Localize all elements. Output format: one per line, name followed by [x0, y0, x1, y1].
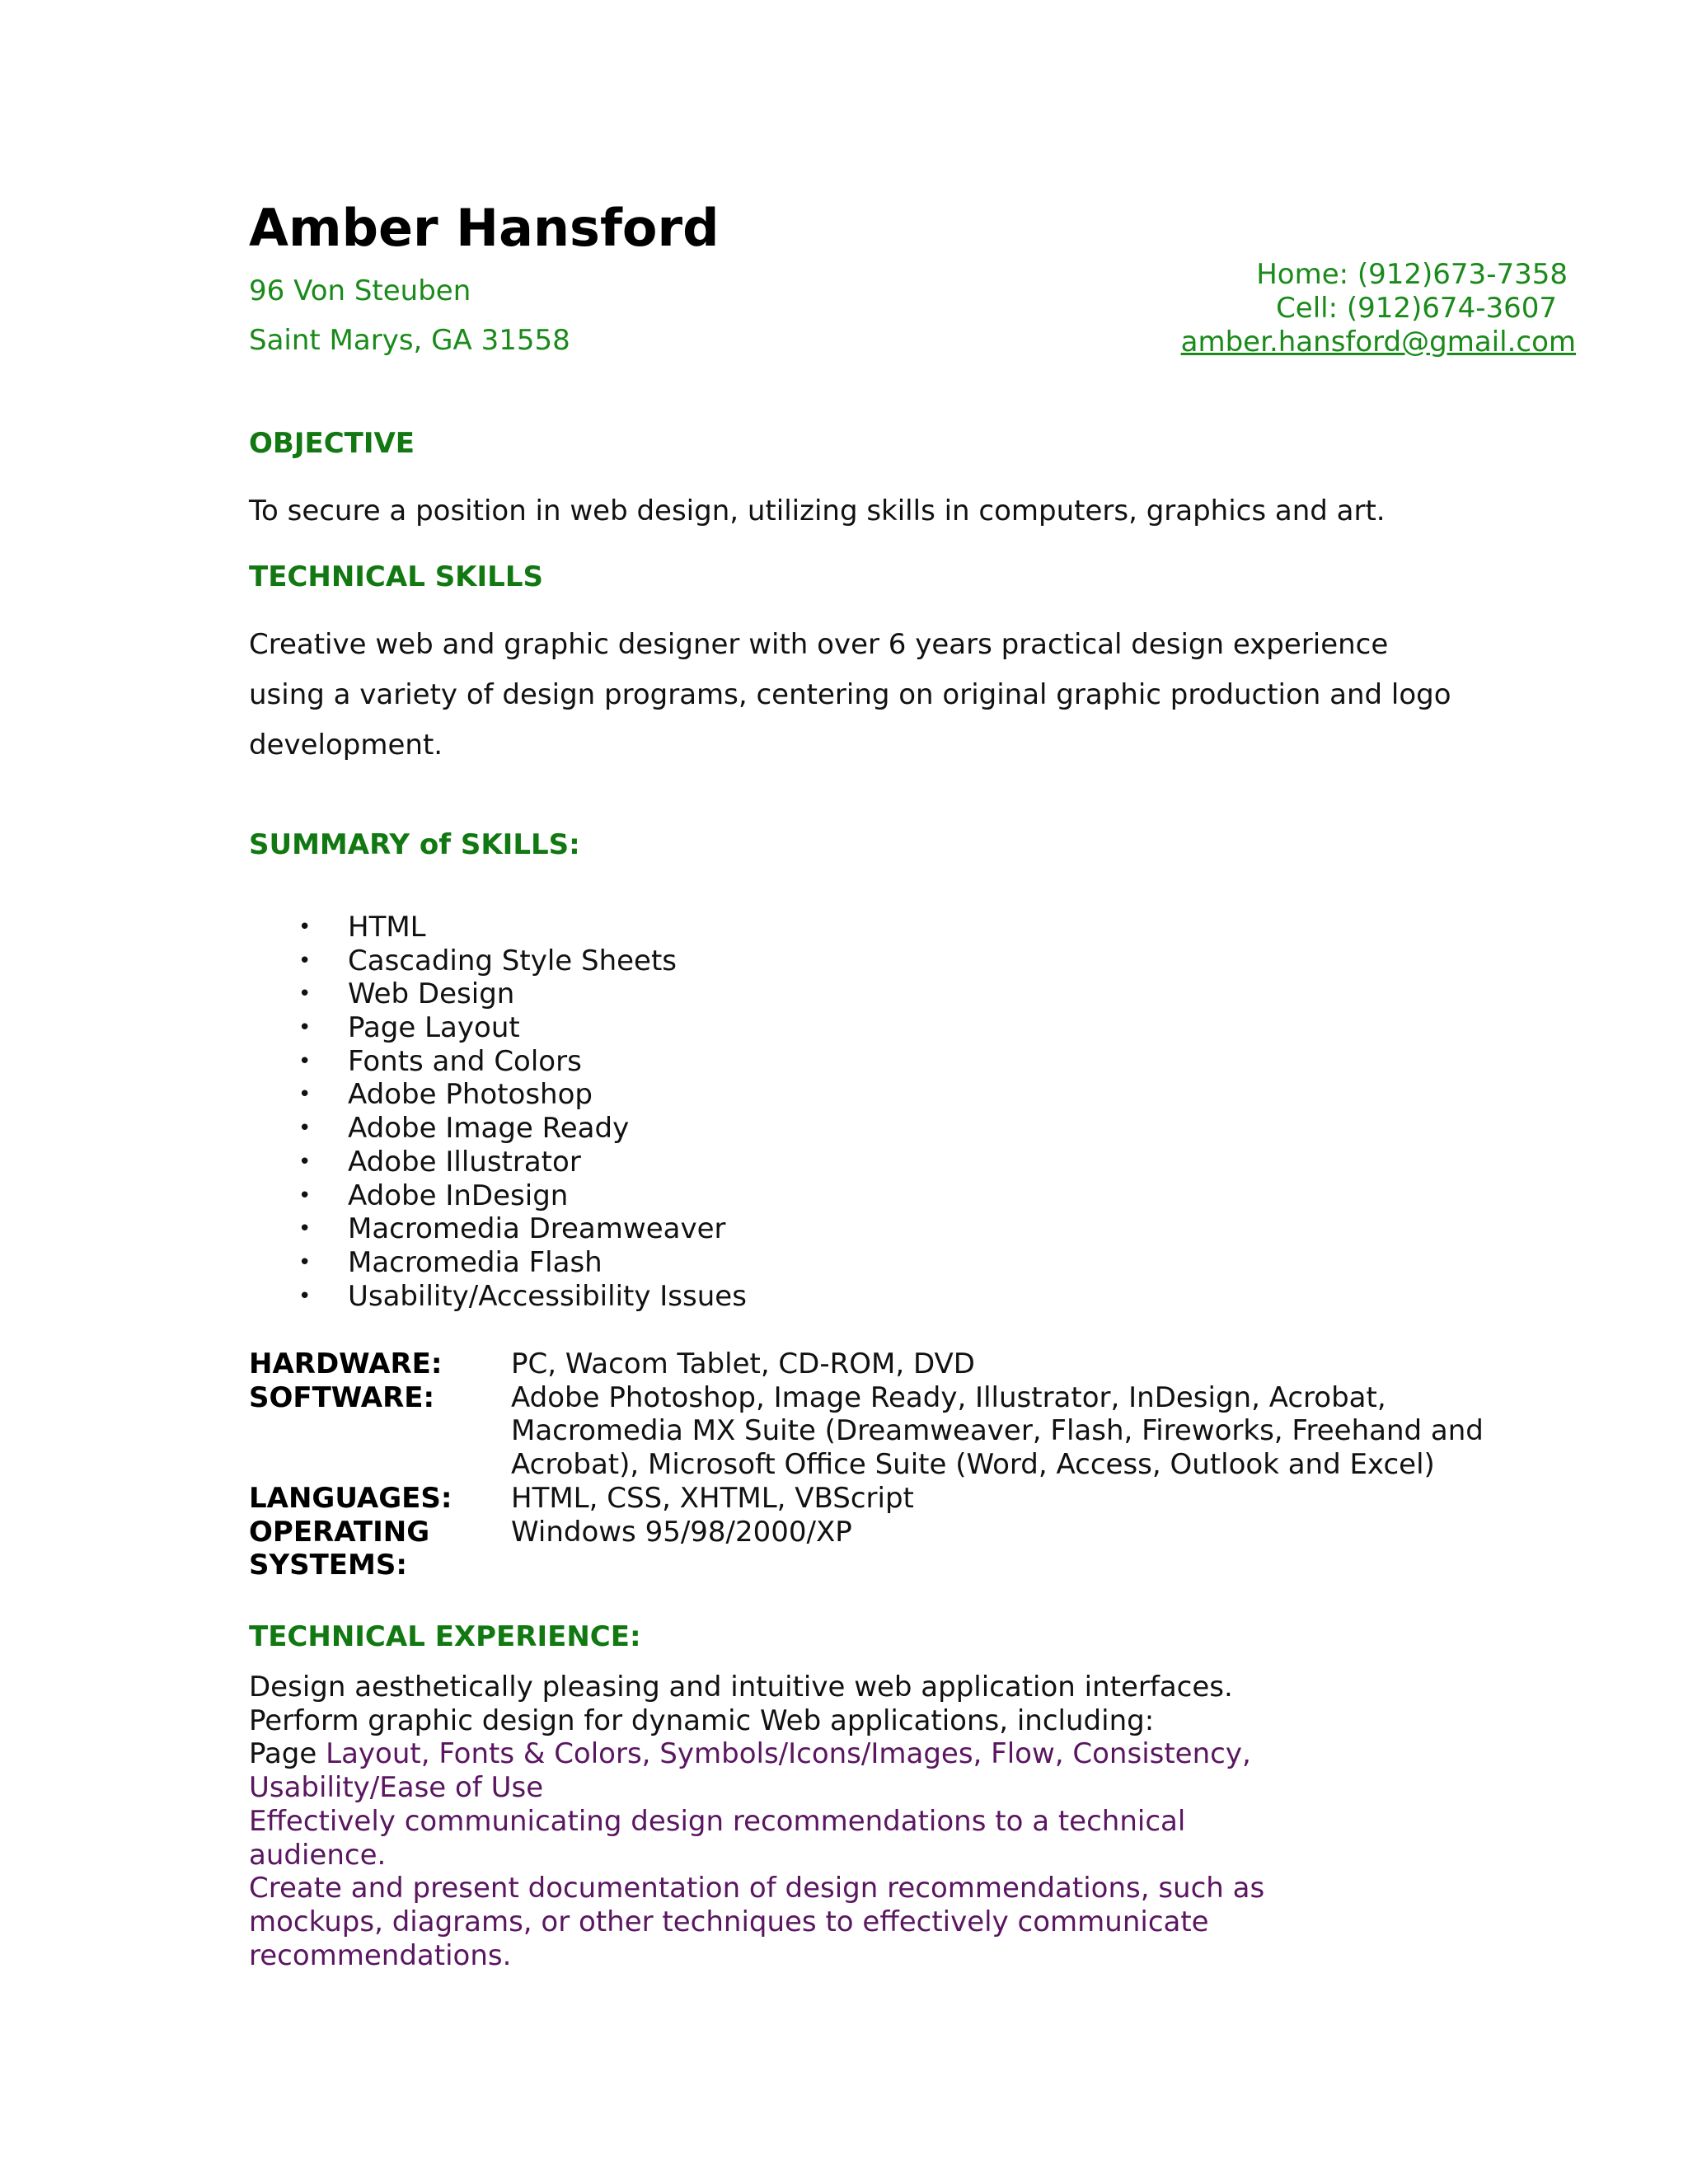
- technical-experience-heading: TECHNICAL EXPERIENCE:: [249, 1620, 641, 1653]
- skills-list: [249, 911, 747, 1313]
- list-item: • Fonts and Colors: [298, 1044, 582, 1078]
- hardware-value: PC, Wacom Tablet, CD-ROM, DVD: [511, 1347, 975, 1380]
- technical-experience-text: [249, 1671, 1320, 1972]
- hardware-row: [249, 1347, 1550, 1381]
- languages-value: HTML, CSS, XHTML, VBScript: [511, 1481, 914, 1515]
- technical-skills-line: Creative web and graphic designer with over 6 years practical design experience: [249, 628, 1389, 661]
- operating-systems-row: [249, 1516, 1550, 1582]
- list-item: • Web Design: [298, 977, 515, 1011]
- bullet-icon: •: [298, 1116, 312, 1141]
- address-line-2: Saint Marys, GA 31558: [249, 324, 570, 357]
- list-item: • Usability/Accessibility Issues: [298, 1279, 747, 1313]
- bullet-icon: •: [298, 1048, 312, 1074]
- software-line: Acrobat), Microsoft Office Suite (Word, Access, Outlook and Excel): [511, 1448, 1435, 1482]
- bullet-icon: •: [298, 1283, 312, 1309]
- technical-skills-heading: TECHNICAL SKILLS: [249, 560, 543, 593]
- experience-line: audience.: [249, 1838, 387, 1872]
- bullet-icon: •: [298, 1216, 312, 1242]
- operating-systems-label: [249, 1516, 511, 1582]
- languages-row: [249, 1482, 1550, 1516]
- email-link[interactable]: amber.hansford@gmail.com: [1180, 326, 1576, 359]
- technical-skills-line: using a variety of design programs, centering on original graphic production and logo: [249, 678, 1451, 711]
- bullet-icon: •: [298, 1183, 312, 1208]
- operating-systems-value: Windows 95/98/2000/XP: [511, 1515, 852, 1549]
- languages-label: LANGUAGES:: [249, 1481, 452, 1515]
- software-row: [249, 1381, 1550, 1482]
- experience-line: Design aesthetically pleasing and intuitive web application interfaces.: [249, 1671, 1233, 1704]
- summary-heading: SUMMARY of SKILLS:: [249, 828, 580, 861]
- bullet-icon: •: [298, 915, 312, 940]
- bullet-icon: •: [298, 1082, 312, 1108]
- experience-line: Create and present documentation of design recommendations, such as: [249, 1872, 1265, 1905]
- experience-line: recommendations.: [249, 1938, 512, 1972]
- list-item: • Macromedia Flash: [298, 1245, 603, 1279]
- os-label-line: SYSTEMS:: [249, 1549, 407, 1582]
- list-item: • Adobe InDesign: [298, 1179, 569, 1212]
- technical-skills-line: development.: [249, 729, 443, 762]
- applicant-name: Amber Hansford: [249, 198, 720, 258]
- software-line: Adobe Photoshop, Image Ready, Illustrator, InDesign, Acrobat,: [511, 1380, 1386, 1414]
- objective-text: To secure a position in web design, utilizing skills in computers, graphics and art.: [249, 494, 1386, 527]
- os-label-line: OPERATING: [249, 1515, 430, 1549]
- technical-skills-text: [249, 620, 1485, 771]
- software-line: Macromedia MX Suite (Dreamweaver, Flash, Fireworks, Freehand and: [511, 1414, 1484, 1448]
- address-line-1: 96 Von Steuben: [249, 274, 471, 307]
- cell-phone: Cell: (912)674-3607: [1276, 292, 1557, 325]
- list-item: • HTML: [298, 911, 426, 944]
- list-item: • Adobe Illustrator: [298, 1145, 581, 1179]
- experience-line: mockups, diagrams, or other techniques to effectively communicate: [249, 1905, 1209, 1938]
- bullet-icon: •: [298, 1249, 312, 1275]
- experience-line: Page Layout, Fonts & Colors, Symbols/Icons/Images, Flow, Consistency,: [249, 1737, 1251, 1771]
- bullet-icon: •: [298, 1015, 312, 1041]
- software-value: [511, 1381, 1550, 1482]
- bullet-icon: •: [298, 948, 312, 973]
- software-label: SOFTWARE:: [249, 1380, 435, 1414]
- tech-table: [249, 1347, 1550, 1582]
- list-item: • Page Layout: [298, 1011, 520, 1045]
- bullet-icon: •: [298, 982, 312, 1007]
- experience-line: Usability/Ease of Use: [249, 1771, 544, 1805]
- objective-heading: OBJECTIVE: [249, 427, 415, 460]
- list-item: • Cascading Style Sheets: [298, 944, 678, 977]
- list-item: • Adobe Image Ready: [298, 1112, 630, 1146]
- hardware-label: HARDWARE:: [249, 1347, 443, 1380]
- list-item: • Adobe Photoshop: [298, 1078, 593, 1112]
- experience-line: Perform graphic design for dynamic Web applications, including:: [249, 1704, 1155, 1737]
- experience-line: Effectively communicating design recommendations to a technical: [249, 1804, 1186, 1838]
- bullet-icon: •: [298, 1149, 312, 1174]
- list-item: • Macromedia Dreamweaver: [298, 1212, 726, 1246]
- home-phone: Home: (912)673-7358: [1256, 258, 1568, 291]
